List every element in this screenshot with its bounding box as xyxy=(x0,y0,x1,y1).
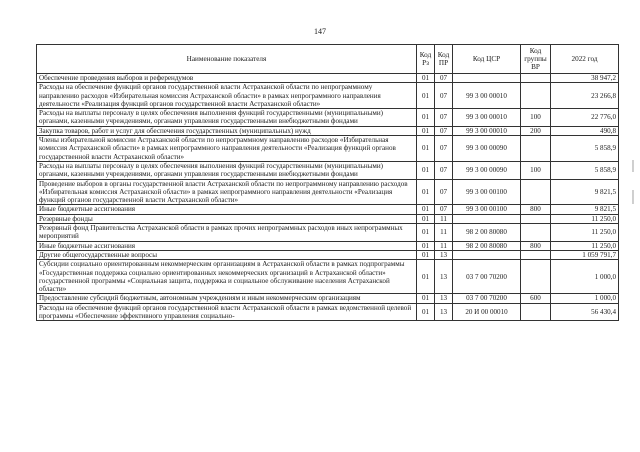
cell-pr: 07 xyxy=(435,205,453,214)
cell-amount: 5 858,9 xyxy=(551,161,619,179)
cell-name: Иные бюджетные ассигнования xyxy=(37,205,417,214)
table-row xyxy=(37,303,619,321)
cell-name: Проведение выборов в органы государственной власти Астраханской области по непрограммному направлению расходов «Избирательная комиссия Астраханской области» в рамках непрограммного направления деятельности «Реализация функций органов государственной власти Астраханской области» xyxy=(37,179,417,205)
table-row xyxy=(37,161,619,179)
cell-vr xyxy=(521,224,551,242)
table-row xyxy=(37,205,619,214)
header-vr: Код группы ВР xyxy=(521,45,551,74)
cell-vr: 600 xyxy=(521,294,551,303)
cell-name: Расходы на выплаты персоналу в целях обеспечения выполнения функций государственными (муниципальными) органами, казенными учреждениями, органами управления государственными внебюджетными фондами xyxy=(37,161,417,179)
cell-pr: 13 xyxy=(435,294,453,303)
cell-name: Обеспечение проведения выборов и референдумов xyxy=(37,74,417,83)
cell-name: Расходы на обеспечение функций органов государственной власти Астраханской области в рамках ведомственной целевой программы «Обеспечение эффективного управления социально- xyxy=(37,303,417,321)
cell-rz: 01 xyxy=(417,136,435,162)
cell-pr: 13 xyxy=(435,260,453,294)
cell-pr: 07 xyxy=(435,109,453,127)
cell-csr: 99 3 00 00090 xyxy=(453,136,521,162)
cell-pr: 13 xyxy=(435,303,453,321)
cell-pr: 11 xyxy=(435,214,453,223)
cell-rz: 01 xyxy=(417,260,435,294)
cell-amount: 11 250,0 xyxy=(551,224,619,242)
cell-rz: 01 xyxy=(417,303,435,321)
cell-csr: 99 3 00 00010 xyxy=(453,83,521,109)
cell-pr: 07 xyxy=(435,136,453,162)
cell-vr: 100 xyxy=(521,161,551,179)
cell-pr: 13 xyxy=(435,250,453,259)
cell-name: Субсидии социально ориентированным некоммерческим организациям в Астраханской области в рамках подпрограммы «Государственная поддержка социально ориентированных некоммерческих организаций в Астраханской области» государственной программы «Социальная защита, поддержка и социальное обслуживание населения Астраханской области» xyxy=(37,260,417,294)
cell-name: Расходы на выплаты персоналу в целях обеспечения выполнения функций государственными (муниципальными) органами, казенными учреждениями, органами управления государственными внебюджетными фондами xyxy=(37,109,417,127)
cell-amount: 1 000,0 xyxy=(551,260,619,294)
table-row xyxy=(37,294,619,303)
cell-name: Резервные фонды xyxy=(37,214,417,223)
cell-amount: 38 947,2 xyxy=(551,74,619,83)
table-row xyxy=(37,109,619,127)
cell-rz: 01 xyxy=(417,83,435,109)
cell-vr xyxy=(521,83,551,109)
cell-rz: 01 xyxy=(417,126,435,135)
header-csr: Код ЦСР xyxy=(453,45,521,74)
table-row xyxy=(37,214,619,223)
cell-csr xyxy=(453,250,521,259)
cell-vr xyxy=(521,260,551,294)
cell-pr: 11 xyxy=(435,241,453,250)
cell-csr: 98 2 00 80080 xyxy=(453,224,521,242)
cell-csr: 99 3 00 00100 xyxy=(453,205,521,214)
table-row xyxy=(37,179,619,205)
cell-amount: 23 266,8 xyxy=(551,83,619,109)
cell-amount: 56 430,4 xyxy=(551,303,619,321)
table-row xyxy=(37,83,619,109)
budget-table xyxy=(36,44,619,321)
cell-vr: 100 xyxy=(521,109,551,127)
scan-edge-mark xyxy=(630,160,636,210)
table-row xyxy=(37,224,619,242)
cell-pr: 07 xyxy=(435,126,453,135)
page-number: 147 xyxy=(314,27,326,36)
cell-name: Закупка товаров, работ и услуг для обеспечения государственных (муниципальных) нужд xyxy=(37,126,417,135)
cell-vr xyxy=(521,136,551,162)
table-header-row xyxy=(37,45,619,74)
cell-rz: 01 xyxy=(417,250,435,259)
table-row xyxy=(37,126,619,135)
cell-name: Предоставление субсидий бюджетным, автономным учреждениям и иным некоммерческим организациям xyxy=(37,294,417,303)
cell-name: Иные бюджетные ассигнования xyxy=(37,241,417,250)
cell-csr: 99 3 00 00010 xyxy=(453,109,521,127)
cell-pr: 11 xyxy=(435,224,453,242)
header-pr: Код ПР xyxy=(435,45,453,74)
cell-vr xyxy=(521,250,551,259)
cell-amount: 11 250,0 xyxy=(551,241,619,250)
cell-csr: 99 3 00 00090 xyxy=(453,161,521,179)
cell-vr xyxy=(521,214,551,223)
cell-pr: 07 xyxy=(435,179,453,205)
cell-vr xyxy=(521,179,551,205)
cell-csr: 20 И 00 00010 xyxy=(453,303,521,321)
cell-rz: 01 xyxy=(417,179,435,205)
cell-vr: 200 xyxy=(521,126,551,135)
cell-name: Другие общегосударственные вопросы xyxy=(37,250,417,259)
table-row xyxy=(37,260,619,294)
cell-amount: 1 000,0 xyxy=(551,294,619,303)
table-row xyxy=(37,250,619,259)
table-row xyxy=(37,136,619,162)
cell-vr: 800 xyxy=(521,241,551,250)
cell-rz: 01 xyxy=(417,74,435,83)
cell-amount: 1 059 791,7 xyxy=(551,250,619,259)
cell-pr: 07 xyxy=(435,161,453,179)
cell-amount: 9 821,5 xyxy=(551,179,619,205)
header-name: Наименование показателя xyxy=(37,45,417,74)
cell-csr: 99 3 00 00010 xyxy=(453,126,521,135)
cell-rz: 01 xyxy=(417,224,435,242)
cell-vr xyxy=(521,303,551,321)
cell-csr: 98 2 00 80080 xyxy=(453,241,521,250)
cell-rz: 01 xyxy=(417,109,435,127)
cell-vr: 800 xyxy=(521,205,551,214)
cell-rz: 01 xyxy=(417,294,435,303)
cell-amount: 5 858,9 xyxy=(551,136,619,162)
cell-vr xyxy=(521,74,551,83)
cell-amount: 11 250,0 xyxy=(551,214,619,223)
table-row xyxy=(37,74,619,83)
cell-name: Расходы на обеспечение функций органов государственной власти Астраханской области по непрограммному направлению расходов «Избирательная комиссия Астраханской области» в рамках непрограммного направления деятельности «Реализация функций органов государственной власти Астраханской области» xyxy=(37,83,417,109)
header-year: 2022 год xyxy=(551,45,619,74)
cell-csr xyxy=(453,214,521,223)
cell-rz: 01 xyxy=(417,241,435,250)
cell-amount: 22 776,0 xyxy=(551,109,619,127)
cell-name: Резервный фонд Правительства Астраханской области в рамках прочих непрограммных расходов иных непрограммных мероприятий xyxy=(37,224,417,242)
cell-amount: 9 821,5 xyxy=(551,205,619,214)
cell-rz: 01 xyxy=(417,161,435,179)
cell-csr: 03 7 00 70200 xyxy=(453,294,521,303)
cell-csr: 99 3 00 00100 xyxy=(453,179,521,205)
cell-amount: 490,8 xyxy=(551,126,619,135)
cell-pr: 07 xyxy=(435,83,453,109)
cell-rz: 01 xyxy=(417,205,435,214)
cell-csr: 03 7 00 70200 xyxy=(453,260,521,294)
cell-name: Члены избирательной комиссии Астраханской области по непрограммному направлению расходов «Избирательная комиссия Астраханской области» в рамках непрограммного направления деятельности «Реализация функций органов государственной власти Астраханской области» xyxy=(37,136,417,162)
cell-csr xyxy=(453,74,521,83)
cell-pr: 07 xyxy=(435,74,453,83)
header-rz: Код Рз xyxy=(417,45,435,74)
table-row xyxy=(37,241,619,250)
cell-rz: 01 xyxy=(417,214,435,223)
